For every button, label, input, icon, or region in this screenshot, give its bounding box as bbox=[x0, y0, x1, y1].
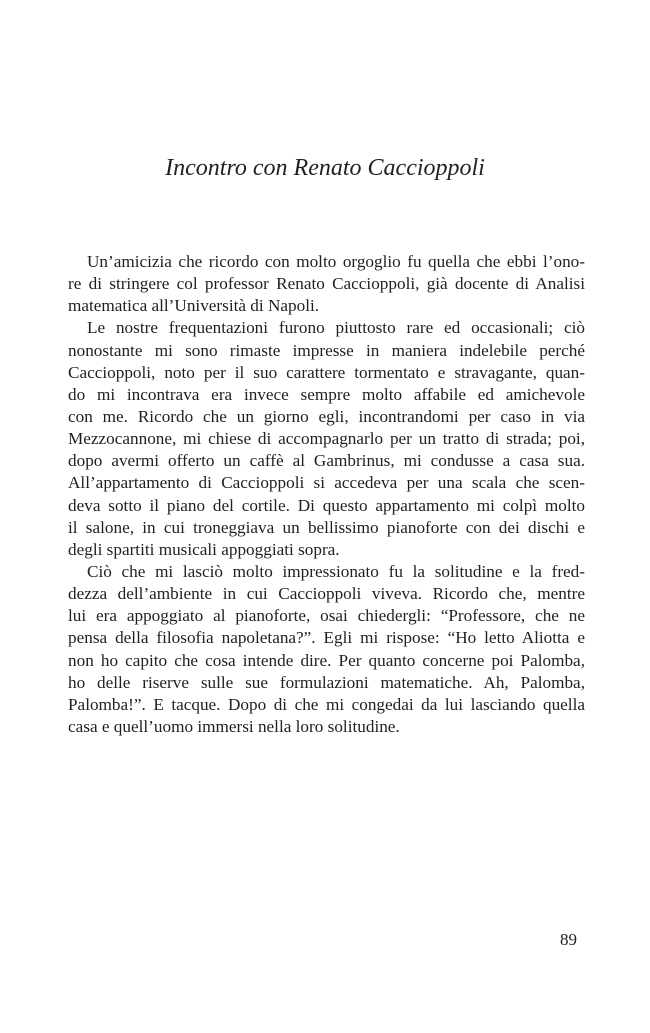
text-line: casa e quell’uomo immersi nella loro solitudine. bbox=[68, 716, 400, 736]
text-line: Le nostre frequentazioni furono piuttosto rare ed occasionali; ciò bbox=[87, 318, 585, 338]
text-line: matematica all’Università di Napoli. bbox=[68, 296, 320, 316]
text-line: lui era appoggiato al pianoforte, osai chiedergli: “Professore, che ne bbox=[68, 606, 585, 626]
text-line: degli spartiti musicali appoggiati sopra. bbox=[68, 539, 340, 559]
text-line: Un’amicizia che ricordo con molto orgoglio fu quella che ebbi l’ono- bbox=[87, 252, 585, 271]
text-line: ho delle riserve sulle sue formulazioni matematiche. Ah, Palomba, bbox=[68, 672, 585, 692]
text-line: non ho capito che cosa intende dire. Per quanto concerne poi Palomba, bbox=[68, 650, 585, 670]
text-line: il salone, in cui troneggiava un bellissimo pianoforte con dei dischi e bbox=[68, 517, 585, 537]
text-line: deva sotto il piano del cortile. Di questo appartamento mi colpì molto bbox=[68, 495, 585, 515]
body-text bbox=[68, 251, 585, 738]
text-line: Caccioppoli, noto per il suo carattere tormentato e stravagante, quan- bbox=[68, 362, 585, 382]
text-line: Palomba!”. E tacque. Dopo di che mi congedai da lui lasciando quella bbox=[68, 694, 585, 714]
text-line: dopo avermi offerto un caffè al Gambrinus, mi condusse a casa sua. bbox=[68, 451, 585, 471]
text-line: Ciò che mi lasciò molto impressionato fu la solitudine e la fred- bbox=[87, 561, 585, 581]
text-line: pensa della filosofia napoletana?”. Egli mi rispose: “Ho letto Aliotta e bbox=[68, 628, 585, 648]
chapter-title: Incontro con Renato Caccioppoli bbox=[165, 155, 485, 181]
text-line: nonostante mi sono rimaste impresse in maniera indelebile perché bbox=[68, 340, 585, 360]
text-line: re di stringere col professor Renato Caccioppoli, già docente di Analisi bbox=[68, 274, 585, 294]
text-line: do mi incontrava era invece sempre molto affabile ed amichevole bbox=[68, 384, 585, 404]
text-line: con me. Ricordo che un giorno egli, incontrandomi per caso in via bbox=[68, 406, 585, 426]
text-line: dezza dell’ambiente in cui Caccioppoli viveva. Ricordo che, mentre bbox=[68, 584, 585, 604]
text-line: Mezzocannone, mi chiese di accompagnarlo per un tratto di strada; poi, bbox=[68, 429, 585, 449]
text-line: All’appartamento di Caccioppoli si accedeva per una scala che scen- bbox=[68, 473, 585, 493]
page-number: 89 bbox=[560, 930, 577, 949]
